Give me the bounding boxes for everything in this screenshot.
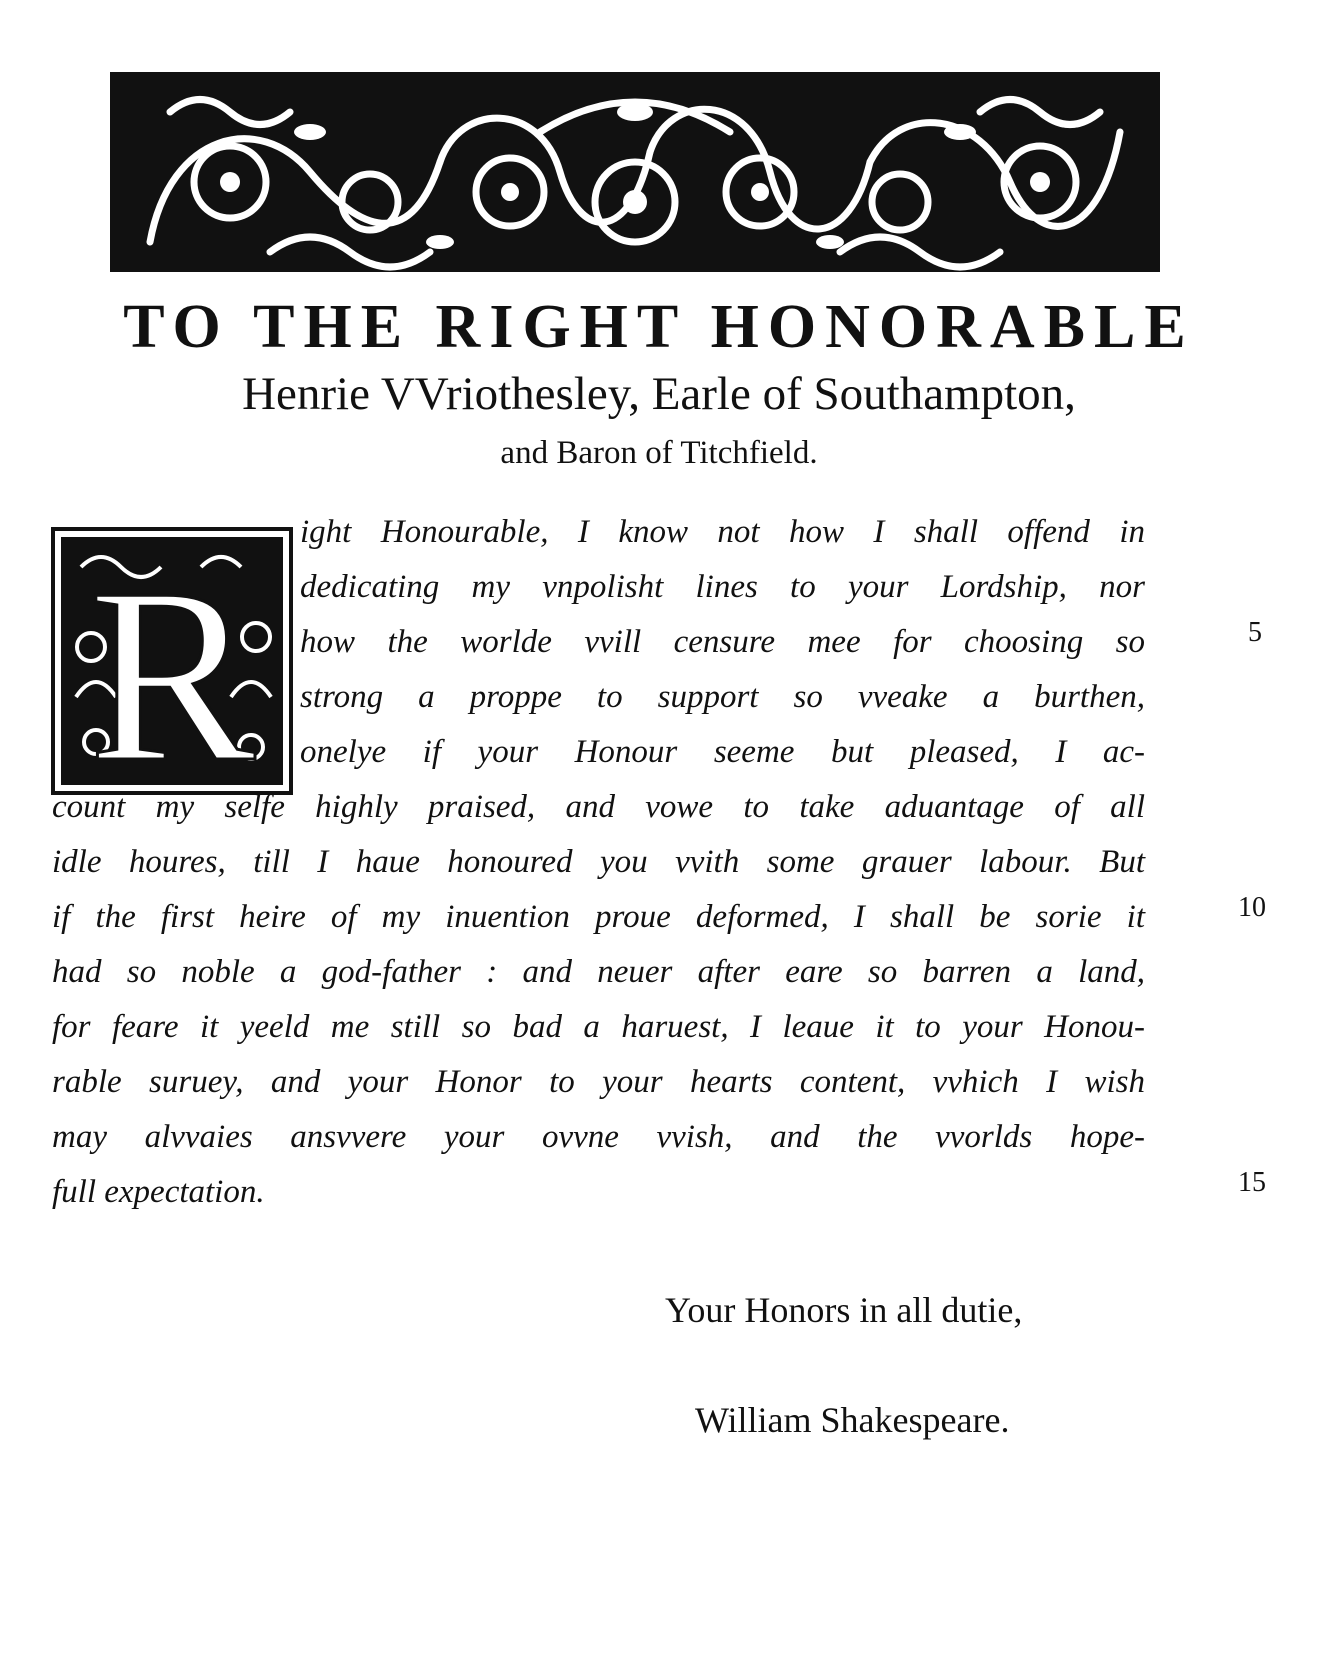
body-line-3: how the worlde vvill censure mee for choosing so <box>300 624 1145 660</box>
line-number-15: 15 <box>1238 1167 1266 1198</box>
dedicatee-title: and Baron of Titchfield. <box>500 435 818 471</box>
dedication-title: TO THE RIGHT HONORABLE <box>123 293 1195 361</box>
body-line-5: onelye if your Honour seeme but pleased, I ac- <box>300 734 1145 770</box>
body-line-13: full expectation. <box>52 1174 265 1210</box>
line-number-5: 5 <box>1248 617 1262 648</box>
initial-letter: R <box>88 537 256 795</box>
body-line-2: dedicating my vnpolisht lines to your Lordship, nor <box>300 569 1145 605</box>
closing-salutation: Your Honors in all dutie, <box>665 1290 1023 1330</box>
body-line-12: may alvvaies ansvvere your ovvne vvish, and the vvorlds hope- <box>52 1119 1145 1155</box>
dedicatee-name: Henrie VVriothesley, Earle of Southampton, <box>242 368 1076 420</box>
body-line-7: idle houres, till I haue honoured you vvith some grauer labour. But <box>52 844 1145 880</box>
body-line-4: strong a proppe to support so vveake a burthen, <box>300 679 1145 715</box>
body-line-11: rable suruey, and your Honor to your hearts content, vvhich I wish <box>52 1064 1145 1100</box>
signature: William Shakespeare. <box>695 1400 1010 1440</box>
body-line-6: count my selfe highly praised, and vowe to take aduantage of all <box>52 789 1145 825</box>
body-line-8: if the first heire of my inuention proue deformed, I shall be sorie it <box>52 899 1145 935</box>
body-line-9: had so noble a god-father : and neuer after eare so barren a land, <box>52 954 1145 990</box>
line-number-10: 10 <box>1238 892 1266 923</box>
body-line-1: ight Honourable, I know not how I shall offend in <box>300 514 1145 550</box>
body-line-10: for feare it yeeld me still so bad a haruest, I leaue it to your Honou- <box>52 1009 1145 1045</box>
